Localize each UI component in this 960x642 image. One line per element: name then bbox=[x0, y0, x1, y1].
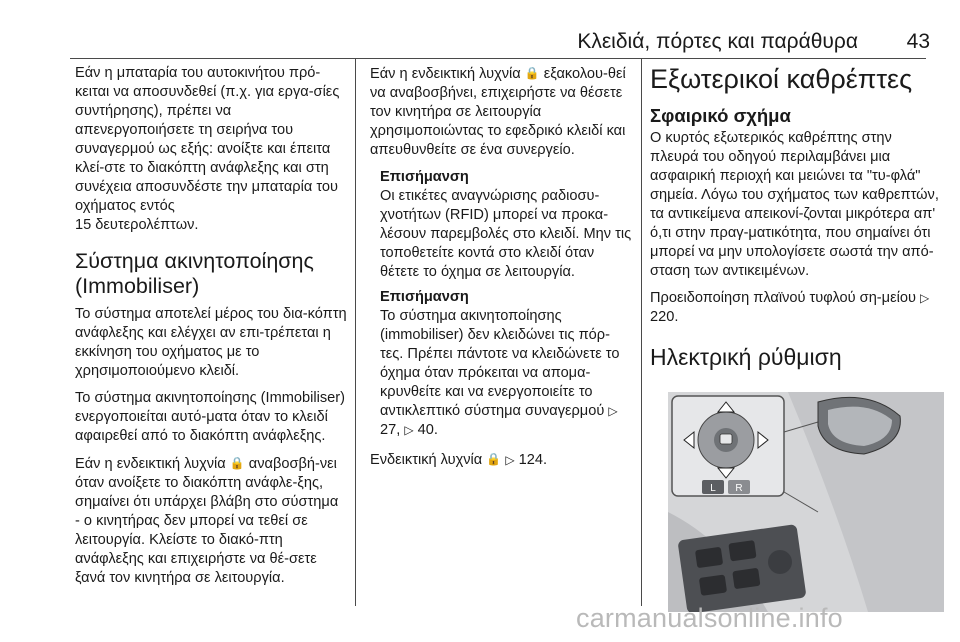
paragraph bbox=[75, 454, 347, 588]
right-mirror-label: R bbox=[735, 483, 743, 494]
paragraph-text: Εάν η ενδεικτική λυχνία bbox=[75, 456, 226, 472]
paragraph: Το σύστημα ακινητοποίησης (Immobiliser) ενεργοποιείται αυτό-ματα όταν το κλειδί αφαιρεθεί από το διακόπτη ανάφλεξης. bbox=[75, 390, 345, 444]
paragraph-text: Εάν η ενδεικτική λυχνία bbox=[370, 66, 521, 82]
column-3 bbox=[650, 64, 940, 376]
car-lock-icon: 🔒 bbox=[229, 456, 245, 470]
page-ref[interactable]: 124. bbox=[518, 452, 548, 468]
page-ref[interactable]: 27, bbox=[380, 422, 401, 438]
column-divider-1 bbox=[355, 58, 356, 606]
subheading-convex-shape: Σφαιρικό σχήμα bbox=[650, 105, 791, 126]
heading-immobiliser: Σύστημα ακινητοποίησης (Immobiliser) bbox=[75, 249, 314, 298]
paragraph-text: Προειδοποίηση πλαϊνού τυφλού ση-μείου bbox=[650, 290, 916, 306]
paragraph-text: αναβοσβή-νει όταν ανοίξετε το διακόπτη ανάφλε-ξης, σημαίνει ότι υπάρχει βλάβη στο σύστημα - ο κινητήρας δεν μπορεί να τεθεί σε λειτουργία. Κλείστε το διακό-πτη ανάφλεξης και επιχειρήστε να θέ-σετε ξανά τον κινητήρα σε λειτουργία. bbox=[75, 456, 339, 586]
paragraph-text: 15 δευτερολέπτων. bbox=[75, 217, 199, 233]
paragraph-text: Εάν η μπαταρία του αυτοκινήτου πρό-κειται να αποσυνδεθεί (π.χ. για εργα-σίες συντήρησης), πρέπει να απενεργοποιήσετε τη σειρήνα του συναγερμού ως εξής: ανοίξτε και έπειτα κλεί-στε το διακόπτη ανάφλεξης και στη συνέχεια αποσυνδέστε την μπαταρία του οχήματος εντός bbox=[75, 65, 340, 214]
note-rfid bbox=[370, 168, 632, 282]
note-text-body: Το σύστημα ακινητοποίησης (immobiliser) δεν κλειδώνει τις πόρ-τες. Πρέπει πάντοτε να κλειδώνετε το όχημα όταν πρόκειται να απομα-κρυνθείτε και να ενεργοποιείτε το αντικλεπτικό σύστημα συναγερμού bbox=[380, 308, 620, 419]
car-lock-icon: 🔒 bbox=[524, 66, 540, 80]
page-ref-arrow-icon: ▷ bbox=[505, 453, 515, 467]
paragraph bbox=[370, 450, 632, 470]
page-ref-arrow-icon: ▷ bbox=[404, 423, 414, 437]
note-text bbox=[380, 307, 632, 440]
column-divider-2 bbox=[641, 58, 642, 606]
page-ref[interactable]: 40. bbox=[417, 422, 438, 438]
section-title-exterior-mirrors: Εξωτερικοί καθρέπτες bbox=[650, 64, 913, 94]
paragraph bbox=[370, 64, 632, 160]
column-2 bbox=[370, 64, 632, 478]
paragraph bbox=[75, 64, 347, 235]
paragraph-text: Ενδεικτική λυχνία bbox=[370, 452, 483, 468]
car-lock-icon: 🔒 bbox=[486, 452, 502, 466]
note-text: Οι ετικέτες αναγνώρισης ραδιοσυ-χνοτήτων (RFID) μπορεί να προκα-λέσουν παρεμβολές στο κλειδί. Μην τις τοποθετείτε κοντά στο κλειδί όταν θέτετε το όχημα σε λειτουργία. bbox=[380, 188, 632, 280]
paragraph: Ο κυρτός εξωτερικός καθρέπτης στην πλευρά του οδηγού περιλαμβάνει μια ασφαιρική περιοχή και μειώνει τα "τυ-φλά" σημεία. Λόγω του σχήματος των καθρεπτών, τα αντικείμενα απεικονί-ζονται μικρότερα απ' ό,τι στην πραγ-ματικότητα, που σημαίνει ότι μπορεί να μην υπολογίσετε σωστά την από-σταση των αντικειμένων. bbox=[650, 130, 939, 279]
watermark: carmanualsonline.info bbox=[576, 603, 843, 633]
note-title: Επισήμανση bbox=[380, 289, 469, 305]
mirror-control-illustration bbox=[668, 392, 944, 612]
header-rule bbox=[70, 58, 926, 59]
page-ref[interactable]: 220. bbox=[650, 309, 679, 325]
note-title: Επισήμανση bbox=[380, 169, 469, 185]
paragraph bbox=[650, 289, 940, 327]
page-ref-arrow-icon: ▷ bbox=[920, 291, 930, 305]
paragraph: Το σύστημα αποτελεί μέρος του δια-κόπτη ανάφλεξης και ελέγχει αν επι-τρέπεται η εκκίνηση του οχήματος με το χρησιμοποιούμενο κλειδί. bbox=[75, 306, 347, 379]
note-immobiliser-doors bbox=[370, 288, 632, 440]
mirror-control-figure bbox=[668, 392, 944, 612]
paragraph-text: εξακολου-θεί να αναβοσβήνει, επιχειρήστε να θέσετε τον κινητήρα σε λειτουργία χρησιμοποιώντας το εφεδρικό κλειδί και απευθυνθείτε σε ένα συνεργείο. bbox=[370, 66, 626, 158]
page-ref-arrow-icon: ▷ bbox=[608, 404, 618, 418]
column-1 bbox=[75, 64, 347, 596]
page-number: 43 bbox=[906, 30, 930, 53]
subheading-electric-adjustment: Ηλεκτρική ρύθμιση bbox=[650, 344, 842, 370]
running-header-title: Κλειδιά, πόρτες και παράθυρα bbox=[577, 30, 858, 53]
left-mirror-label: L bbox=[710, 483, 716, 494]
